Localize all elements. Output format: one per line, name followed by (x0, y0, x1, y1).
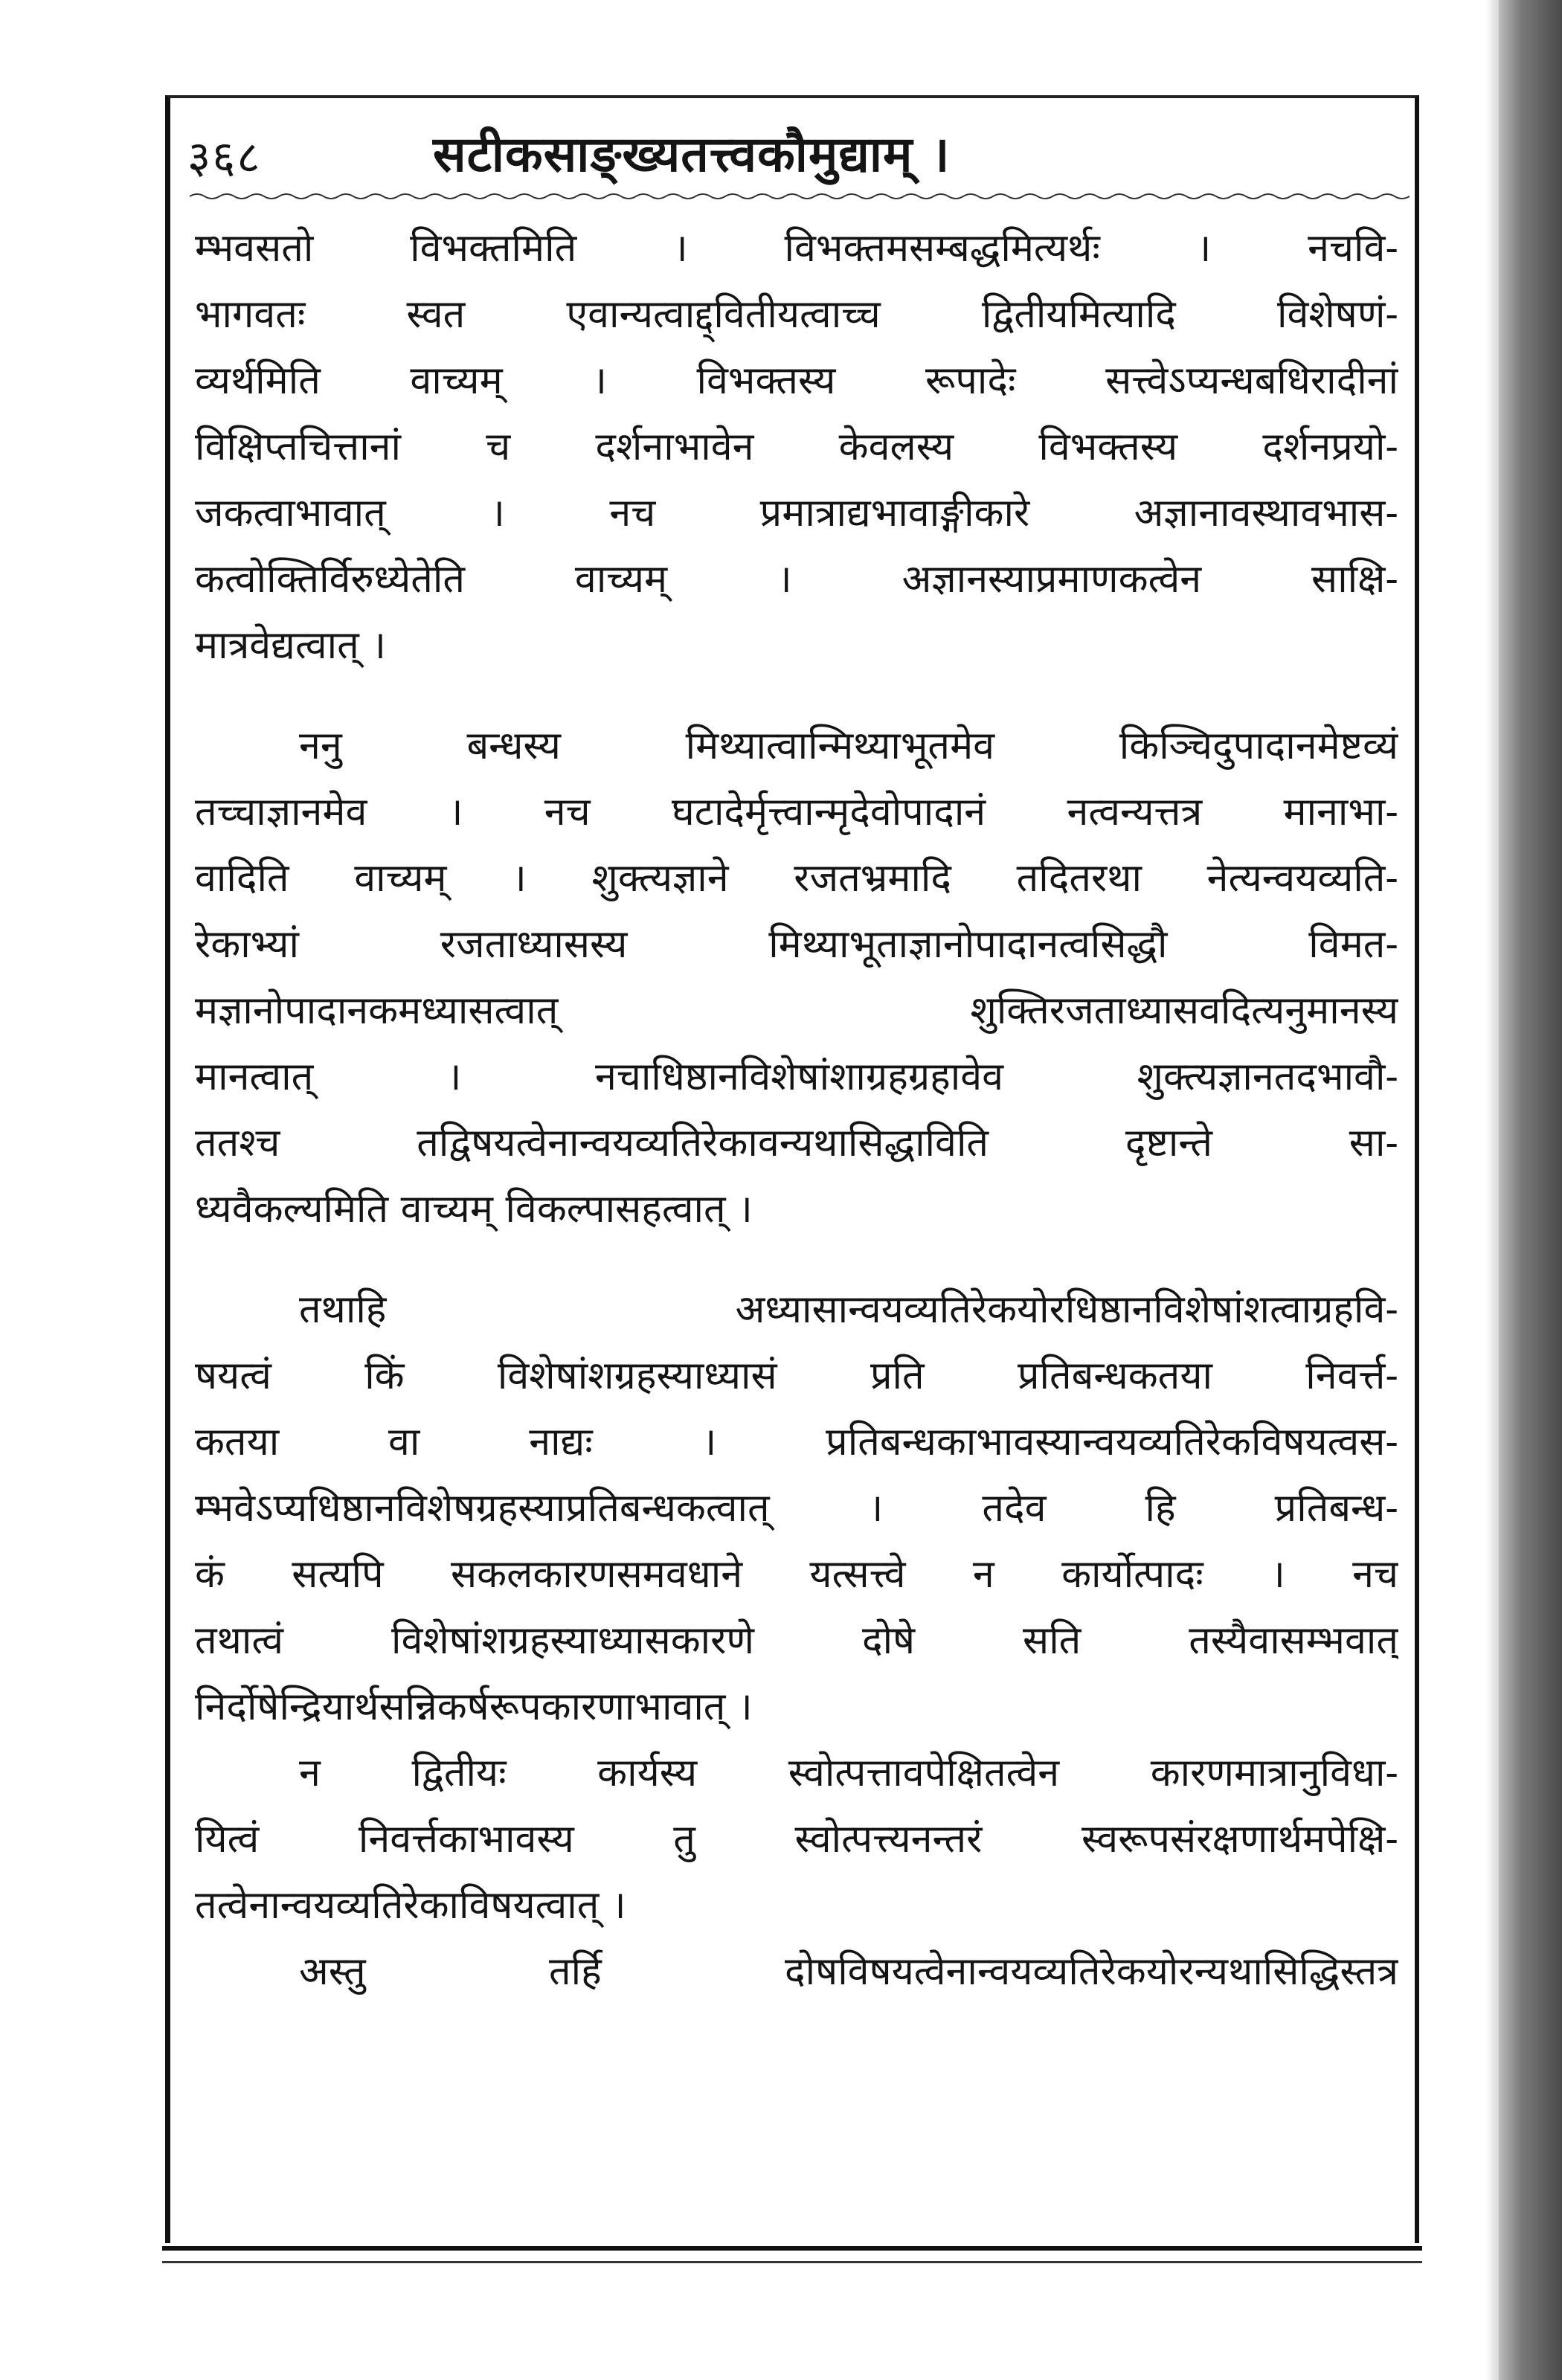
paragraph (195, 1277, 1398, 1740)
text-line: व्यर्थमिति वाच्यम् । विभक्तस्य रूपादेः सत्त्वेऽप्यन्धबधिरादीनां (195, 358, 1398, 403)
text-line: यित्वं निवर्त्तकाभावस्य तु स्वोत्पत्त्यनन्तरं स्वरूपसंरक्षणार्थमपेक्षि- (195, 1817, 1398, 1862)
text-line: निर्दोषेन्द्रियार्थसन्निकर्षरूपकारणाभावात् । (195, 1685, 753, 1729)
page-header (187, 112, 1407, 193)
paragraph (195, 1939, 1398, 2005)
text-line: ततश्च तद्विषयत्वेनान्वयव्यतिरेकावन्यथासिद्धाविति दृष्टान्ते सा- (195, 1121, 1398, 1165)
header-wavy-rule (190, 190, 1410, 202)
bottom-rule (162, 2246, 1422, 2251)
paragraph (195, 216, 1398, 679)
text-line: रेकाभ्यां रजताध्यासस्य मिथ्याभूताज्ञानोपादानत्वसिद्धौ विमत- (195, 922, 1398, 967)
text-line: तथात्वं विशेषांशग्रहस्याध्यासकारणे दोषे सति तस्यैवासम्भवात् (195, 1618, 1398, 1663)
text-line: ध्यवैकल्यमिति वाच्यम् विकल्पासहत्वात् । (195, 1187, 753, 1232)
text-line: कतया वा नाद्यः । प्रतिबन्धकाभावस्यान्वयव्यतिरेकविषयत्वस- (195, 1420, 1398, 1464)
text-line: अस्तु तर्हि दोषविषयत्वेनान्वयव्यतिरेकयोरन्यथासिद्धिस्तत्र (299, 1949, 1398, 1994)
scan-page-edge (1499, 0, 1562, 2380)
running-title: सटीकसाङ्ख्यतत्त्वकौमुद्याम् । (433, 125, 951, 183)
text-line: ननु बन्धस्य मिथ्यात्वान्मिथ्याभूतमेव किञ्चिदुपादानमेष्टव्यं (299, 724, 1398, 768)
text-line: वादिति वाच्यम् । शुक्त्यज्ञाने रजतभ्रमादि तदितरथा नेत्यन्वयव्यति- (195, 856, 1398, 901)
text-line: तथाहि अध्यासान्वयव्यतिरेकयोरधिष्ठानविशेषांशत्वाग्रहवि- (299, 1287, 1398, 1332)
text-line: म्भवेऽप्यधिष्ठानविशेषग्रहस्याप्रतिबन्धकत्वात् । तदेव हि प्रतिबन्ध- (195, 1486, 1398, 1531)
text-line: तत्वेनान्वयव्यतिरेकाविषयत्वात् । (195, 1883, 626, 1928)
text-line: मानत्वात् । नचाधिष्ठानविशेषांशाग्रहग्रहावेव शुक्त्यज्ञानतदभावौ- (195, 1055, 1398, 1099)
text-line: जकत्वाभावात् । नच प्रमात्राद्यभावाङ्गीकारे अज्ञानावस्थावभास- (195, 491, 1398, 536)
text-line: कत्वोक्तिर्विरुध्येतेति वाच्यम् । अज्ञानस्याप्रमाणकत्वेन साक्षि- (195, 557, 1398, 602)
text-line: मात्रवेद्यत्वात् । (195, 623, 386, 668)
paragraph (195, 713, 1398, 1243)
paragraph (195, 1740, 1398, 1939)
text-line: भागवतः स्वत एवान्यत्वाद्द्वितीयत्वाच्च द्वितीयमित्यादि विशेषणं- (195, 292, 1398, 337)
text-line: तच्चाज्ञानमेव । नच घटादेर्मृत्त्वान्मृदेवोपादानं नत्वन्यत्तत्र मानाभा- (195, 790, 1398, 834)
text-line: मज्ञानोपादानकमध्यासत्वात् शुक्तिरजताध्यासवदित्यनुमानस्य (195, 988, 1398, 1033)
body-text (195, 216, 1398, 2005)
text-line: कं सत्यपि सकलकारणसमवधाने यत्सत्त्वे न कार्योत्पादः । नच (195, 1552, 1398, 1597)
page-number: ३६८ (187, 132, 262, 184)
text-line: न द्वितीयः कार्यस्य स्वोत्पत्तावपेक्षितत्वेन कारणमात्रानुविधा- (299, 1751, 1398, 1795)
text-line: विक्षिप्तचित्तानां च दर्शनाभावेन केवलस्य विभक्तस्य दर्शनप्रयो- (195, 425, 1398, 469)
bottom-rule-thin (162, 2261, 1422, 2263)
text-line: म्भवसतो विभक्तमिति । विभक्तमसम्बद्धमित्यर्थः । नचवि- (195, 226, 1398, 271)
text-line: षयत्वं किं विशेषांशग्रहस्याध्यासं प्रति प्रतिबन्धकतया निवर्त्त- (195, 1354, 1398, 1398)
